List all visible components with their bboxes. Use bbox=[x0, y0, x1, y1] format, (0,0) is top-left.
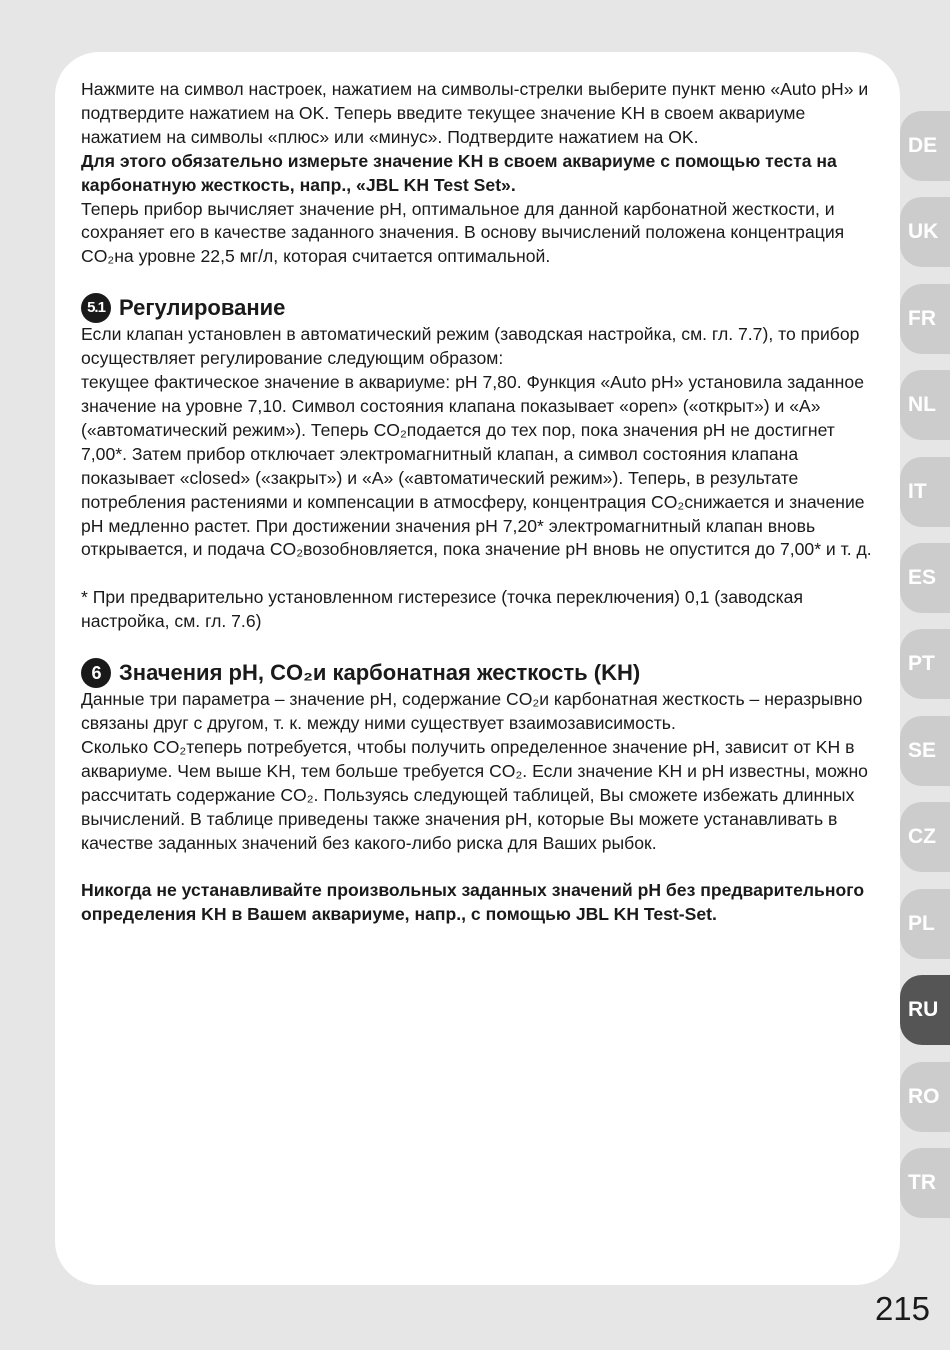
tab-lang-uk[interactable] bbox=[900, 197, 950, 267]
tab-label: RU bbox=[908, 998, 939, 1021]
intro-paragraph-2: Для этого обязательно измерьте значение KH в своем аквариуме с помощью теста на карбонатную жесткость, напр., «JBL KH Test Set». bbox=[81, 150, 837, 195]
page-number: 215 bbox=[874, 1290, 930, 1327]
tab-label: UK bbox=[908, 220, 939, 243]
section-title: Регулирование bbox=[119, 295, 286, 321]
intro-paragraph-1: Нажмите на символ настроек, нажатием на символы-стрелки выберите пункт меню «Auto pH» и подтвердите нажатием на OK. Теперь введите текущее значение KH в своем аквариуме нажатием на символы «плюс» или «минус». Подтвердите нажатием на OK. bbox=[81, 79, 869, 147]
tab-label: PT bbox=[908, 652, 935, 675]
tab-label: IT bbox=[908, 480, 927, 503]
tab-lang-cz[interactable] bbox=[900, 802, 950, 872]
section-6-heading bbox=[81, 658, 876, 688]
section-6-paragraph-2: Сколько CO₂теперь потребуется, чтобы получить определенное значение pH, зависит от KH в аквариуме. Чем выше KH, тем больше требуется CO₂. Если значение KH и pH известны, можно рассчитать содержание CO₂. Пользуясь следующей таблицей, Вы сможете избежать длинных вычислений. В таблице приведены также значения pH, которые Вы можете устанавливать в качестве заданных значений без какого-либо риска для Ваших рыбок. bbox=[81, 736, 868, 853]
section-5-1-paragraph-2: текущее фактическое значение в аквариуме: pH 7,80. Функция «Auto pH» установила заданное значение на уровне 7,10. Символ состояния клапана показывает «open» («открыт») и «A» («автоматический режим»). Теперь CO₂подается до тех пор, пока значения pH не достигнет 7,00*. Затем прибор отключает электромагнитный клапан, а символ состояния клапана показывает «closed» («закрыт») и «A» («автоматический режим»). Теперь, в результате потребления растениями и компенсации в атмосферу, концентрация CO₂снижается и значение pH медленно растет. При достижении значения pH 7,20* электромагнитный клапан вновь открывается, и подача CO₂возобновляется, пока значение pH вновь не опустится до 7,00* и т. д. bbox=[81, 372, 872, 560]
section-5-1-paragraph-1: Если клапан установлен в автоматический режим (заводская настройка, см. гл. 7.7), то прибор осуществляет регулирование следующим образом: bbox=[81, 324, 860, 369]
section-number-badge: 5.1 bbox=[81, 293, 111, 323]
tab-lang-fr[interactable] bbox=[900, 284, 950, 354]
tab-label: DE bbox=[908, 134, 938, 157]
intro-paragraph-3: Теперь прибор вычисляет значение pH, оптимальное для данной карбонатной жесткости, и сохраняет его в качестве заданного значения. В основу вычислений положена концентрация CO₂на уровне 22,5 мг/л, которая считается оптимальной. bbox=[81, 198, 845, 267]
tab-label: FR bbox=[908, 307, 936, 330]
tab-lang-de[interactable] bbox=[900, 111, 950, 181]
section-number-badge: 6 bbox=[81, 658, 111, 688]
tab-label: TR bbox=[908, 1171, 936, 1194]
tab-lang-es[interactable] bbox=[900, 543, 950, 613]
section-5-1-heading bbox=[81, 293, 876, 323]
tab-label: NL bbox=[908, 393, 936, 416]
tab-lang-pt[interactable] bbox=[900, 629, 950, 699]
tab-lang-nl[interactable] bbox=[900, 370, 950, 440]
main-content bbox=[81, 78, 876, 927]
tab-lang-se[interactable] bbox=[900, 716, 950, 786]
section-title: Значения pH, CO₂и карбонатная жесткость (KH) bbox=[119, 660, 641, 686]
tab-label: RO bbox=[908, 1085, 940, 1108]
tab-lang-ru[interactable] bbox=[900, 975, 950, 1045]
footnote: * При предварительно установленном гистерезисе (точка переключения) 0,1 (заводская настройка, см. гл. 7.6) bbox=[81, 587, 803, 632]
tab-label: SE bbox=[908, 739, 937, 762]
tab-label: CZ bbox=[908, 825, 936, 848]
tab-lang-tr[interactable] bbox=[900, 1148, 950, 1218]
section-6-paragraph-1: Данные три параметра – значение pH, содержание CO₂и карбонатная жесткость – неразрывно связаны друг с другом, т. к. между ними существует взаимозависимость. bbox=[81, 689, 863, 734]
tab-lang-it[interactable] bbox=[900, 457, 950, 527]
tab-lang-ro[interactable] bbox=[900, 1062, 950, 1132]
tab-label: PL bbox=[908, 912, 935, 935]
tab-label: ES bbox=[908, 566, 937, 589]
section-6-warning: Никогда не устанавливайте произвольных заданных значений pH без предварительного определения KH в Вашем аквариуме, напр., с помощью JBL KH Test-Set. bbox=[81, 880, 865, 925]
tab-lang-pl[interactable] bbox=[900, 889, 950, 959]
language-tabs bbox=[900, 0, 950, 1350]
